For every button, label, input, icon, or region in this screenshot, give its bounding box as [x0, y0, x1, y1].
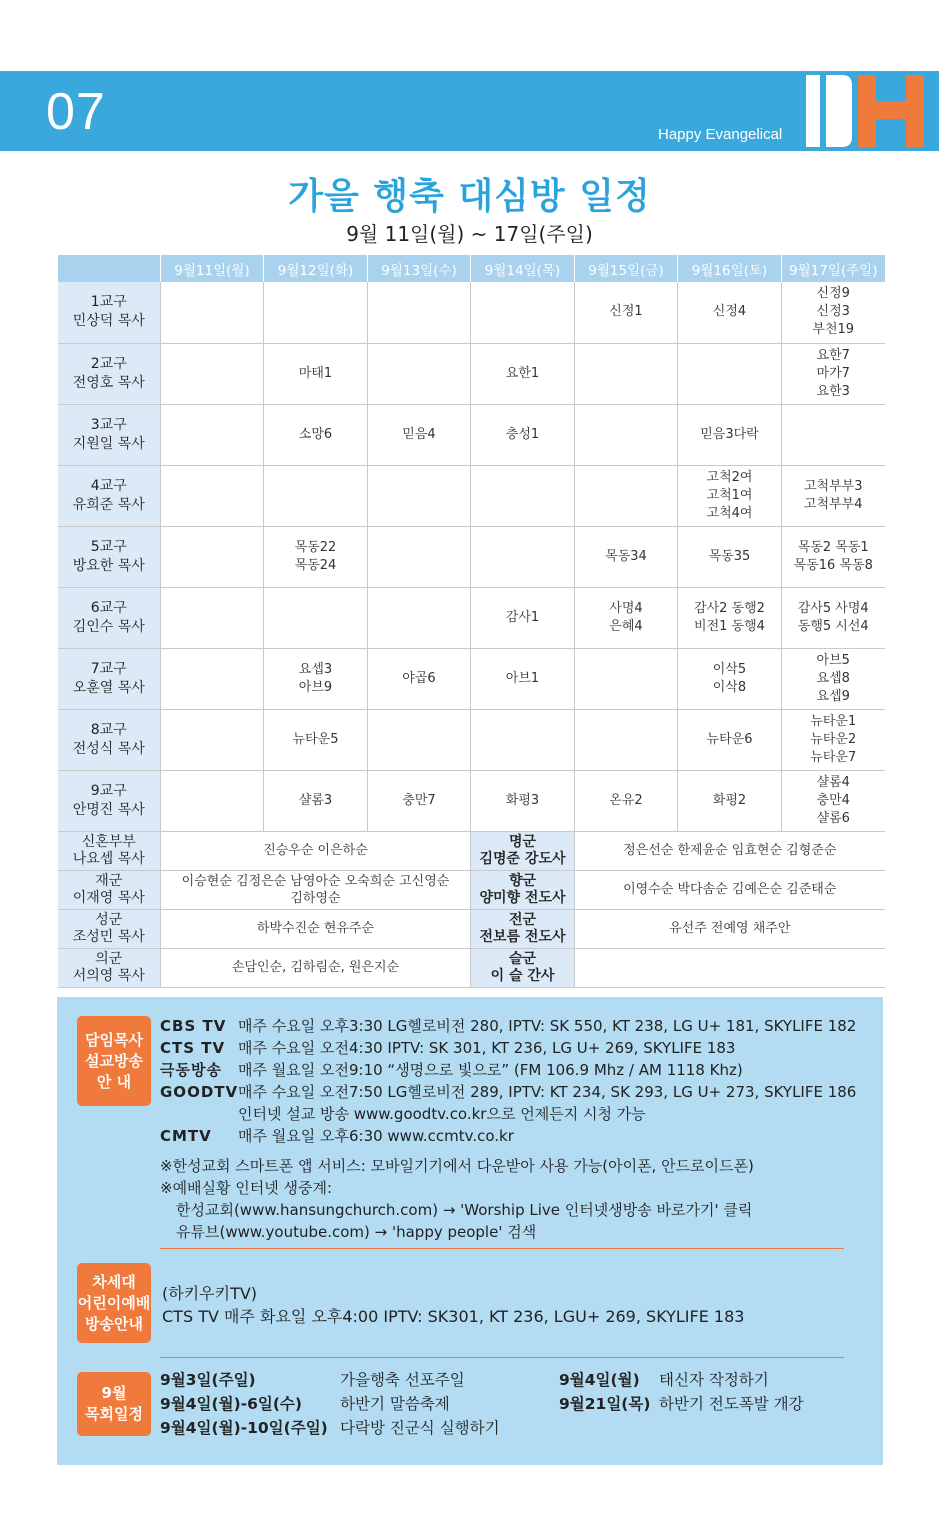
table-row	[58, 948, 885, 987]
schedule-cell	[264, 465, 368, 526]
visit-schedule-table	[57, 255, 885, 988]
column-header: 9월16일(토)	[678, 255, 782, 282]
column-header: 9월12일(화)	[264, 255, 368, 282]
page-number: 07	[46, 83, 106, 141]
broadcast-note: 한성교회(www.hansungchurch.com) → 'Worship Live 인터넷생방송 바로가기' 클릭	[176, 1201, 753, 1219]
table-row	[58, 343, 885, 404]
schedule-cell	[161, 587, 264, 648]
column-header: 9월15일(금)	[575, 255, 678, 282]
kids-line: CTS TV 매주 화요일 오후4:00 IPTV: SK301, KT 236, LGU+ 269, SKYLIFE 183	[162, 1307, 745, 1326]
members-cell: 정은선순 한제윤순 임효현순 김형준순	[575, 831, 885, 870]
column-header: 9월17일(주일)	[782, 255, 885, 282]
schedule-cell: 야곱6	[368, 648, 471, 709]
schedule-cell: 이삭5 이삭8	[678, 648, 782, 709]
table-row	[58, 909, 885, 948]
schedule-cell	[782, 404, 885, 465]
schedule-cell	[161, 709, 264, 770]
event-item: 하반기 말씀축제	[340, 1395, 450, 1413]
schedule-cell	[368, 465, 471, 526]
schedule-cell: 신정1	[575, 282, 678, 343]
district-cell: 1교구 민상덕 목사	[58, 282, 161, 343]
event-item: 9월4일(월)-6일(수)	[160, 1395, 302, 1413]
schedule-cell: 믿음4	[368, 404, 471, 465]
table-row	[58, 526, 885, 587]
schedule-cell	[161, 404, 264, 465]
table-row	[58, 831, 885, 870]
schedule-cell	[368, 343, 471, 404]
table-row	[58, 404, 885, 465]
group-cell: 향군 양미향 전도사	[471, 870, 575, 909]
schedule-cell: 신정4	[678, 282, 782, 343]
schedule-cell	[575, 404, 678, 465]
table-header-row	[58, 255, 885, 282]
schedule-cell: 고척부부3 고척부부4	[782, 465, 885, 526]
schedule-cell	[161, 770, 264, 831]
divider	[160, 1248, 844, 1249]
schedule-cell	[368, 587, 471, 648]
schedule-cell: 감사5 사명4 동행5 시선4	[782, 587, 885, 648]
broadcast-note: 유튜브(www.youtube.com) → 'happy people' 검색	[176, 1223, 537, 1241]
district-cell: 9교구 안명진 목사	[58, 770, 161, 831]
group-cell: 신혼부부 나요셉 목사	[58, 831, 161, 870]
schedule-cell: 마태1	[264, 343, 368, 404]
event-item: 가을행축 선포주일	[340, 1371, 465, 1389]
schedule-cell: 화평2	[678, 770, 782, 831]
schedule-cell	[575, 465, 678, 526]
district-cell: 7교구 오훈열 목사	[58, 648, 161, 709]
ministry-schedule-badge: 9월 목회일정	[77, 1372, 151, 1436]
members-cell: 이영수순 박다솜순 김예은순 김준태순	[575, 870, 885, 909]
schedule-cell: 고척2여 고척1여 고척4여	[678, 465, 782, 526]
event-item: 9월3일(주일)	[160, 1371, 256, 1389]
table-row	[58, 770, 885, 831]
members-cell: 이승현순 김정은순 남영아순 오숙희순 고신영순 김하영순	[161, 870, 471, 909]
schedule-cell: 요셉3 아브9	[264, 648, 368, 709]
schedule-cell	[161, 465, 264, 526]
schedule-cell: 요한7 마가7 요한3	[782, 343, 885, 404]
members-cell: 유선주 전예영 채주안	[575, 909, 885, 948]
schedule-cell	[678, 343, 782, 404]
schedule-cell	[575, 648, 678, 709]
column-header: 9월14일(목)	[471, 255, 575, 282]
district-cell: 2교구 전영호 목사	[58, 343, 161, 404]
district-cell: 5교구 방요한 목사	[58, 526, 161, 587]
schedule-cell: 충만7	[368, 770, 471, 831]
page-subtitle: 9월 11일(월) ~ 17일(주일)	[346, 222, 593, 246]
schedule-cell: 목동34	[575, 526, 678, 587]
schedule-cell: 샬롬4 충만4 샬롬6	[782, 770, 885, 831]
column-header	[58, 255, 161, 282]
group-cell: 슬군 이 슬 간사	[471, 948, 575, 987]
district-cell: 4교구 유희준 목사	[58, 465, 161, 526]
column-header: 9월11일(월)	[161, 255, 264, 282]
tagline: Happy Evangelical	[658, 126, 783, 143]
column-header: 9월13일(수)	[368, 255, 471, 282]
schedule-cell: 뉴타운5	[264, 709, 368, 770]
event-item: 하반기 전도폭발 개강	[659, 1395, 804, 1413]
schedule-cell: 믿음3다락	[678, 404, 782, 465]
table-row	[58, 709, 885, 770]
group-cell: 성군 조성민 목사	[58, 909, 161, 948]
schedule-cell	[471, 465, 575, 526]
event-item: 태신자 작정하기	[659, 1371, 769, 1389]
broadcast-line: 인터넷 설교 방송 www.goodtv.co.kr으로 언제든지 시청 가능	[238, 1105, 646, 1123]
broadcast-line: CMTV 매주 월요일 오후6:30 www.ccmtv.co.kr	[160, 1127, 514, 1145]
schedule-cell: 아브5 요셉8 요셉9	[782, 648, 885, 709]
event-item: 9월4일(월)	[559, 1371, 640, 1389]
schedule-cell	[161, 282, 264, 343]
schedule-cell	[368, 709, 471, 770]
page-title: 가을 행축 대심방 일정	[288, 176, 651, 217]
schedule-cell	[161, 648, 264, 709]
table-row	[58, 282, 885, 343]
event-item: 다락방 진군식 실행하기	[340, 1419, 500, 1437]
event-item: 9월4일(월)-10일(주일)	[160, 1419, 328, 1437]
schedule-cell: 요한1	[471, 343, 575, 404]
broadcast-line: GOODTV매주 수요일 오전7:50 LG헬로비전 289, IPTV: KT 234, SK 293, LG U+ 273, SKYLIFE 186	[160, 1083, 857, 1101]
schedule-cell: 목동2 목동1 목동16 목동8	[782, 526, 885, 587]
schedule-cell: 화평3	[471, 770, 575, 831]
group-cell: 전군 전보름 전도사	[471, 909, 575, 948]
broadcast-note: ※예배실황 인터넷 생중계:	[160, 1179, 333, 1197]
schedule-cell: 샬롬3	[264, 770, 368, 831]
schedule-cell	[471, 526, 575, 587]
church-logo-icon	[796, 71, 939, 151]
group-cell: 재군 이재영 목사	[58, 870, 161, 909]
table-row	[58, 648, 885, 709]
broadcast-badge: 담임목사 설교방송 안 내	[77, 1016, 151, 1106]
schedule-cell: 목동22 목동24	[264, 526, 368, 587]
schedule-cell: 뉴타운1 뉴타운2 뉴타운7	[782, 709, 885, 770]
schedule-cell: 목동35	[678, 526, 782, 587]
members-cell: 진승우순 이은하순	[161, 831, 471, 870]
broadcast-note: ※한성교회 스마트폰 앱 서비스: 모바일기기에서 다운받아 사용 가능(아이폰, 안드로이드폰)	[160, 1157, 754, 1175]
members-cell	[575, 948, 885, 987]
members-cell: 손담인순, 김하림순, 원은지순	[161, 948, 471, 987]
schedule-cell: 아브1	[471, 648, 575, 709]
schedule-cell: 충성1	[471, 404, 575, 465]
members-cell: 하박수진순 현유주순	[161, 909, 471, 948]
schedule-cell: 온유2	[575, 770, 678, 831]
schedule-cell	[368, 526, 471, 587]
schedule-cell	[575, 709, 678, 770]
kids-line: (하키우키TV)	[162, 1284, 258, 1303]
schedule-cell	[471, 282, 575, 343]
district-cell: 8교구 전성식 목사	[58, 709, 161, 770]
schedule-cell	[264, 282, 368, 343]
event-item: 9월21일(목)	[559, 1395, 651, 1413]
broadcast-line: CBS TV 매주 수요일 오후3:30 LG헬로비전 280, IPTV: SK 550, KT 238, LG U+ 181, SKYLIFE 182	[160, 1017, 857, 1035]
kids-broadcast-badge: 차세대 어린이예배 방송안내	[77, 1263, 151, 1343]
schedule-cell	[575, 343, 678, 404]
district-cell: 3교구 지원일 목사	[58, 404, 161, 465]
schedule-cell: 감사1	[471, 587, 575, 648]
schedule-cell	[264, 587, 368, 648]
district-cell: 6교구 김인수 목사	[58, 587, 161, 648]
schedule-cell: 감사2 동행2 비전1 동행4	[678, 587, 782, 648]
broadcast-line: 극동방송 매주 월요일 오전9:10 “생명으로 빛으로” (FM 106.9 Mhz / AM 1118 Khz)	[160, 1061, 743, 1079]
schedule-cell	[471, 709, 575, 770]
divider	[160, 1357, 844, 1358]
broadcast-line: CTS TV 매주 수요일 오전4:30 IPTV: SK 301, KT 236, LG U+ 269, SKYLIFE 183	[160, 1039, 736, 1057]
schedule-cell	[161, 526, 264, 587]
schedule-cell: 신정9 신정3 부천19	[782, 282, 885, 343]
schedule-cell: 소망6	[264, 404, 368, 465]
schedule-cell: 뉴타운6	[678, 709, 782, 770]
group-cell: 명군 김명준 강도사	[471, 831, 575, 870]
group-cell: 의군 서의영 목사	[58, 948, 161, 987]
schedule-cell	[368, 282, 471, 343]
schedule-cell	[161, 343, 264, 404]
table-row	[58, 587, 885, 648]
table-row	[58, 465, 885, 526]
table-row	[58, 870, 885, 909]
schedule-cell: 사명4 은혜4	[575, 587, 678, 648]
